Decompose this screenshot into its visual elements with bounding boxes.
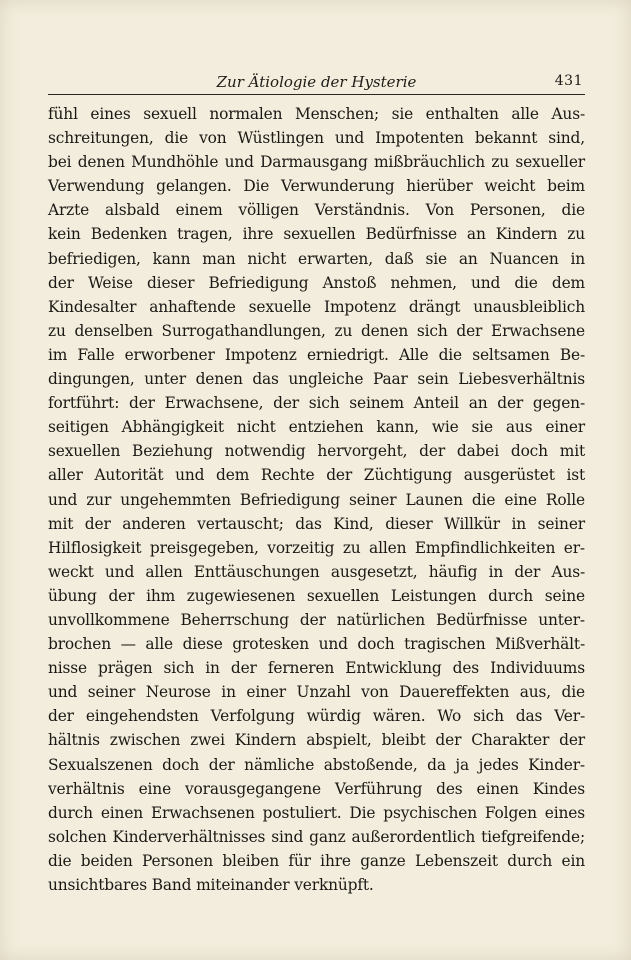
body-text xyxy=(48,102,585,897)
text-line: seitigen Abhängigkeit nicht entziehen kann, wie sie aus einer xyxy=(48,418,585,437)
text-line: brochen — alle diese grotesken und doch tragischen Mißverhält- xyxy=(48,635,585,654)
text-line: dingungen, unter denen das ungleiche Paar sein Liebesverhältnis xyxy=(48,370,585,389)
text-line: der eingehendsten Verfolgung würdig wären. Wo sich das Ver- xyxy=(48,707,585,726)
text-line: nisse prägen sich in der ferneren Entwicklung des Individuums xyxy=(48,659,585,678)
text-line: fortführt: der Erwachsene, der sich seinem Anteil an der gegen- xyxy=(48,394,585,413)
text-line: unvollkommene Beherrschung der natürlichen Bedürfnisse unter- xyxy=(48,610,585,629)
text-line: hältnis zwischen zwei Kindern abspielt, bleibt der Charakter der xyxy=(48,731,585,750)
running-head xyxy=(48,70,585,95)
text-line: weckt und allen Enttäuschungen ausgesetzt, häufig in der Aus- xyxy=(48,562,585,581)
text-line: verhältnis eine vorausgegangene Verführung des einen Kindes xyxy=(48,779,585,798)
text-line: zu denselben Surrogathandlungen, zu denen sich der Erwachsene xyxy=(48,321,585,340)
text-line: Arzte alsbald einem völligen Verständnis. Von Personen, die xyxy=(48,201,585,220)
text-line: die beiden Personen bleiben für ihre ganze Lebenszeit durch ein xyxy=(48,851,585,870)
text-line: Hilflosigkeit preisgegeben, vorzeitig zu allen Empfindlichkeiten er- xyxy=(48,538,585,557)
text-line: und seiner Neurose in einer Unzahl von Dauereffekten aus, die xyxy=(48,683,585,702)
text-line: schreitungen, die von Wüstlingen und Impotenten bekannt sind, xyxy=(48,129,585,148)
text-line: übung der ihm zugewiesenen sexuellen Leistungen durch seine xyxy=(48,586,585,605)
text-line: der Weise dieser Befriedigung Anstoß nehmen, und die dem xyxy=(48,273,585,292)
page-number: 431 xyxy=(554,73,583,89)
text-line: fühl eines sexuell normalen Menschen; sie enthalten alle Aus- xyxy=(48,105,585,123)
text-line: sexuellen Beziehung notwendig hervorgeht, der dabei doch mit xyxy=(48,442,585,461)
running-head-title: Zur Ätiologie der Hysterie xyxy=(216,73,417,91)
text-line: Verwendung gelangen. Die Verwunderung hierüber weicht beim xyxy=(48,177,585,196)
text-line: unsichtbares Band miteinander verknüpft. xyxy=(48,876,374,894)
text-line: durch einen Erwachsenen postuliert. Die psychischen Folgen eines xyxy=(48,803,585,822)
text-line: befriedigen, kann man nicht erwarten, daß sie an Nuancen in xyxy=(48,249,585,268)
text-line: Kindesalter anhaftende sexuelle Impotenz drängt unausbleiblich xyxy=(48,297,585,316)
text-line: aller Autorität und dem Rechte der Züchtigung ausgerüstet ist xyxy=(48,466,585,485)
text-line: bei denen Mundhöhle und Darmausgang mißbräuchlich zu sexueller xyxy=(48,153,585,172)
text-line: kein Bedenken tragen, ihre sexuellen Bedürfnisse an Kindern zu xyxy=(48,225,585,244)
text-line: Sexualszenen doch der nämliche abstoßende, da ja jedes Kinder- xyxy=(48,755,585,774)
text-line: im Falle erworbener Impotenz erniedrigt. Alle die seltsamen Be- xyxy=(48,345,585,364)
text-line: und zur ungehemmten Befriedigung seiner Launen die eine Rolle xyxy=(48,490,585,509)
text-line: solchen Kinderverhältnisses sind ganz außerordentlich tiefgreifende; xyxy=(48,827,585,846)
text-line: mit der anderen vertauscht; das Kind, dieser Willkür in seiner xyxy=(48,514,585,533)
